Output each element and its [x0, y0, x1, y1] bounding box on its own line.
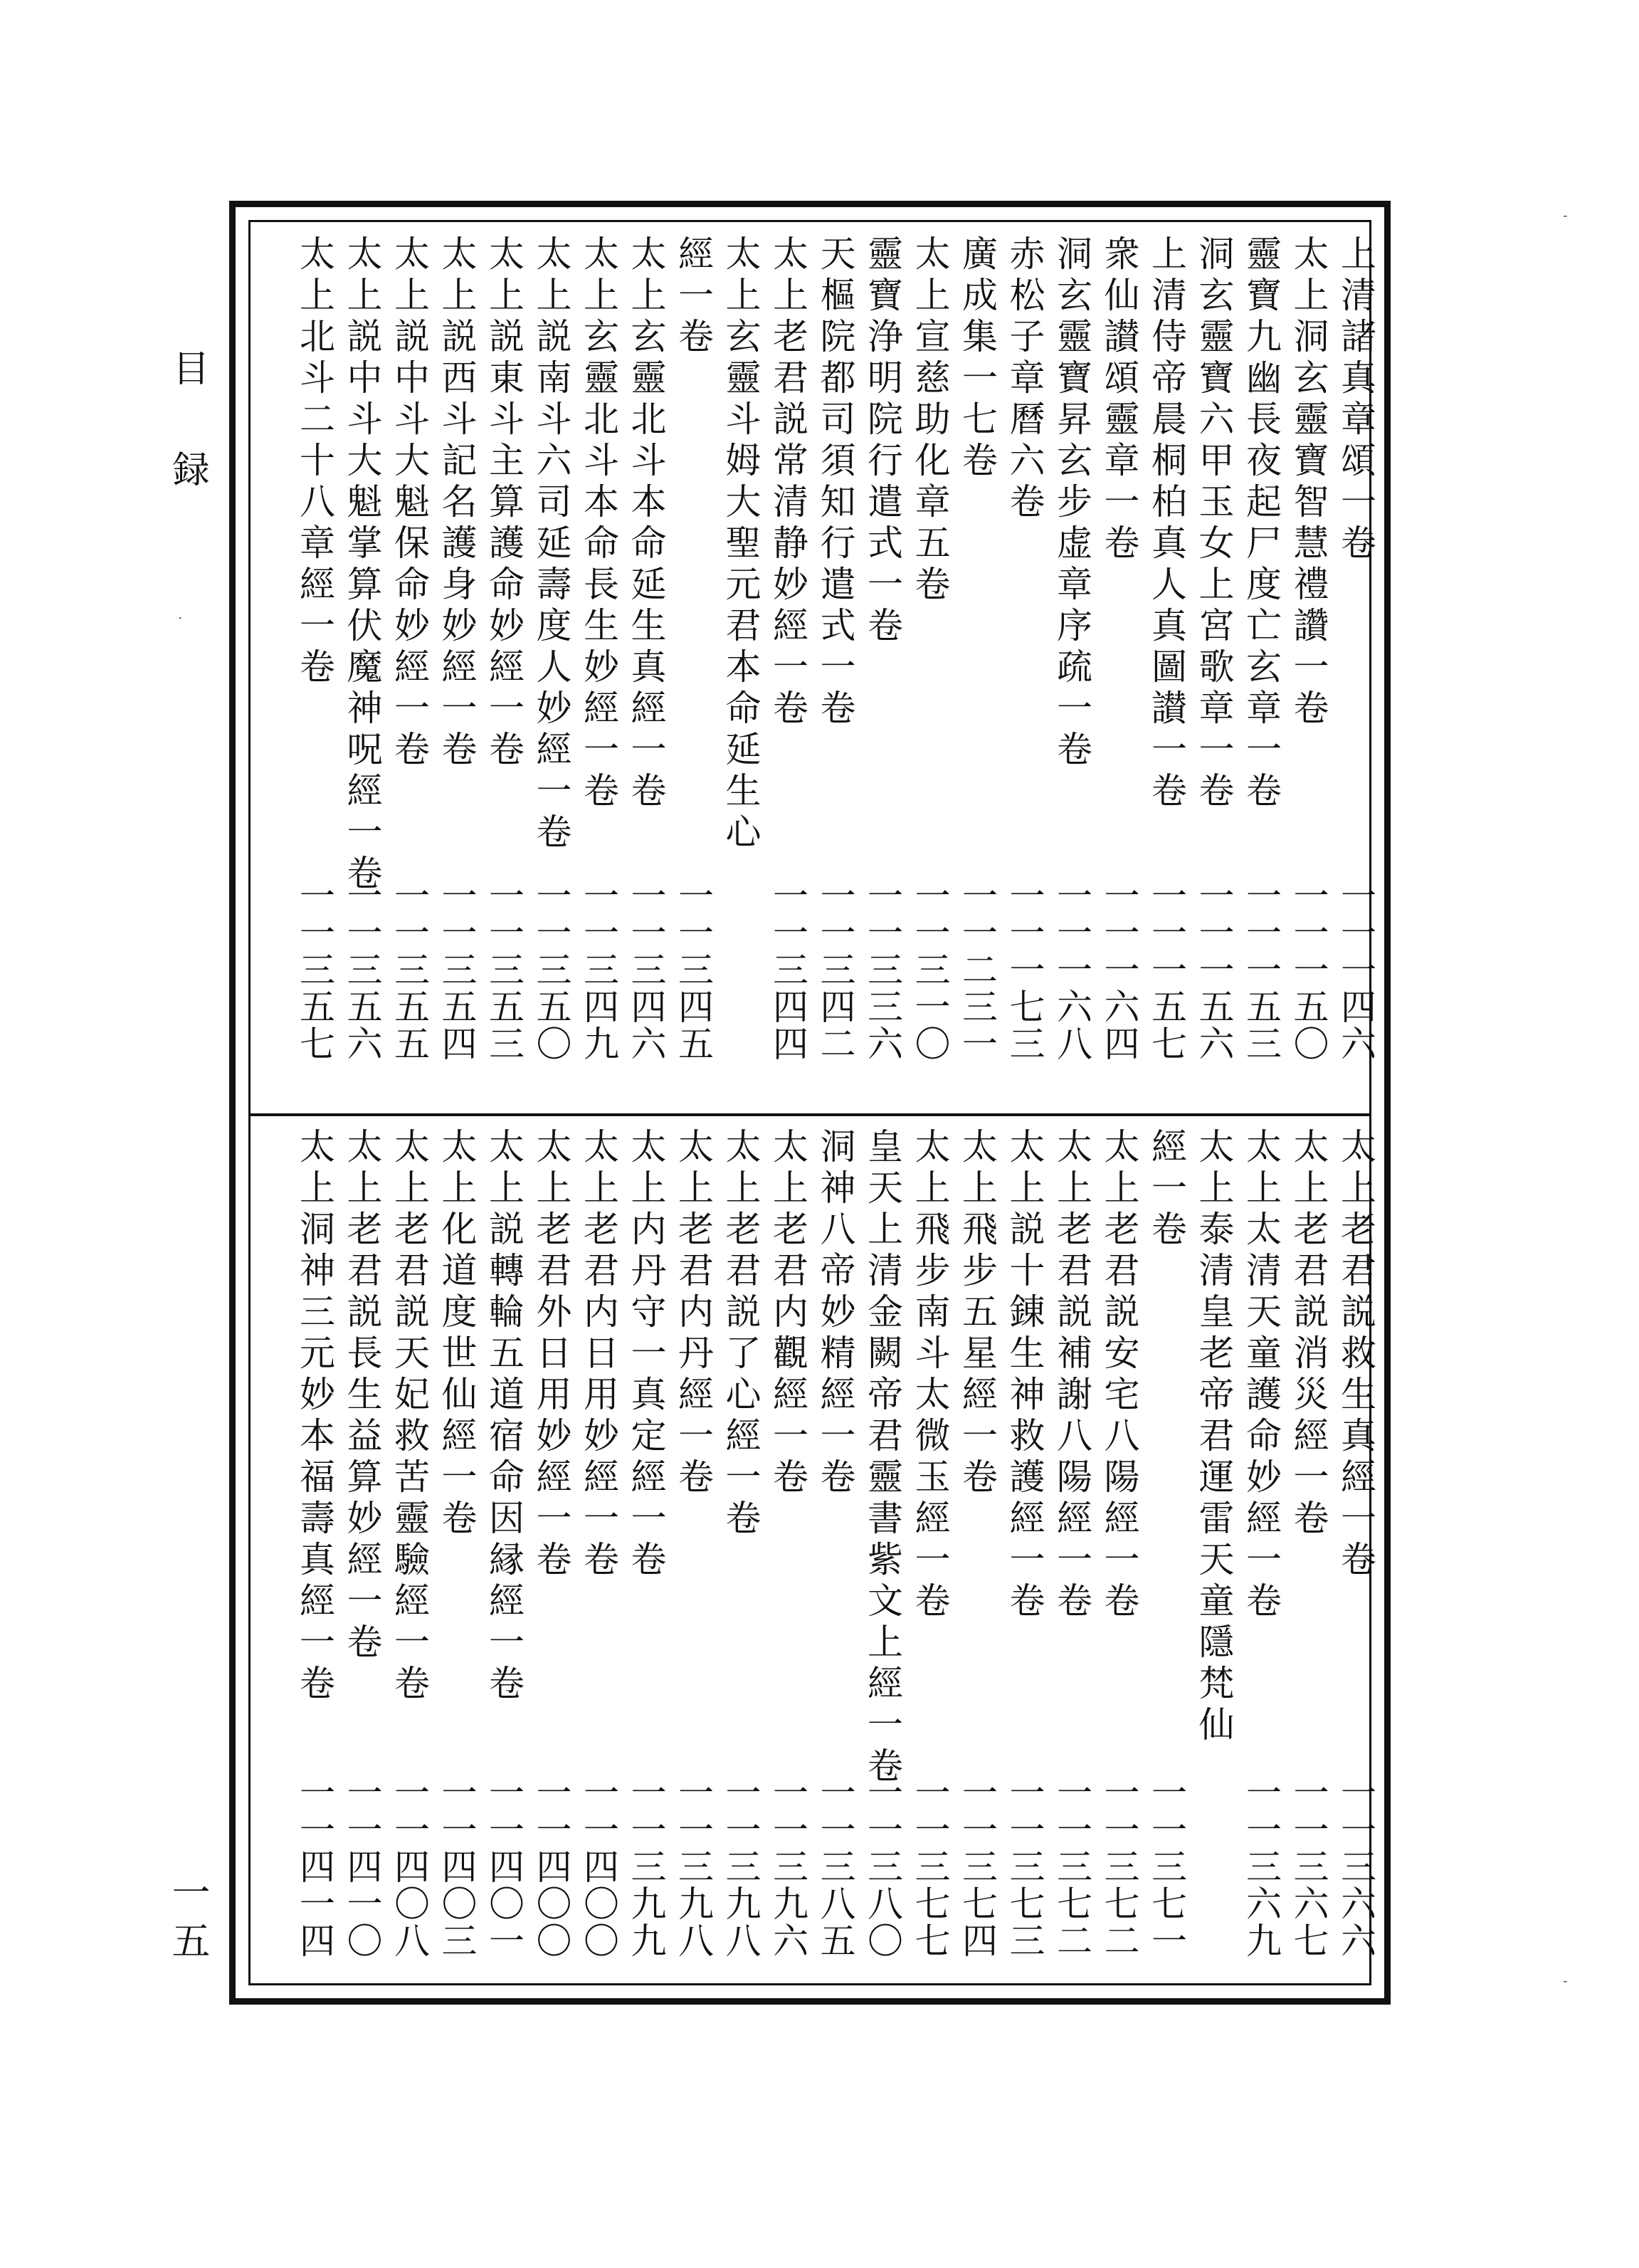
entry-page-number: 一一三七四	[956, 1774, 998, 1959]
entry-page-number: 一一三四四	[767, 877, 808, 1062]
entry-title: 洞玄靈寶六甲玉女上宮歌章一卷	[1193, 235, 1235, 813]
entry-page-number: 一一三七一	[1146, 1774, 1187, 1959]
entry-title: 太上飛步五星經一卷	[956, 1128, 998, 1499]
entry-title: 靈寶九幽長夜起尸度亡玄章一卷	[1240, 235, 1282, 813]
entry-title: 太上内丹守一真定經一卷	[625, 1128, 667, 1582]
entry-title: 太上北斗二十八章經一卷	[294, 235, 335, 689]
entry-page-number: 一一三五四	[436, 877, 478, 1062]
entry-page-number: 一一三九九	[625, 1774, 667, 1959]
entry-page-number: 一一三四二	[814, 877, 856, 1062]
entry-page-number: 一一三七二	[1098, 1774, 1140, 1959]
entry-title: 太上説南斗六司延壽度人妙經一卷	[530, 235, 572, 854]
entry-title: 衆仙讃頌靈章一卷	[1098, 235, 1140, 565]
scan-mark: ·	[178, 609, 183, 626]
entry-title: 太上太清天童護命妙經一卷	[1240, 1128, 1282, 1623]
entry-page-number: 一一三七二	[1051, 1774, 1092, 1959]
entry-title: 太上説西斗記名護身妙經一卷	[436, 235, 478, 772]
entry-title: 靈寶浄明院行遣式一卷	[862, 235, 903, 648]
entry-page-number: 一一三六六	[1335, 1774, 1376, 1959]
running-head: 目録	[166, 349, 209, 551]
folio: 一五	[166, 1872, 211, 1969]
entry-title: 太上玄靈北斗本命長生妙經一卷	[578, 235, 619, 813]
entry-title: 太上老君外日用妙經一卷	[530, 1128, 572, 1582]
entry-page-number: 一一三六七	[1287, 1774, 1329, 1959]
entry-page-number: 一一三四五	[673, 877, 714, 1062]
entry-page-number: 一一一五三	[1240, 877, 1282, 1062]
entry-page-number: 一一三六九	[1240, 1774, 1282, 1959]
entry-page-number: 一一四〇〇	[578, 1774, 619, 1959]
entry-title: 太上老君内日用妙經一卷	[578, 1128, 619, 1582]
entry-page-number: 一一三七七	[909, 1774, 951, 1959]
page-frame	[229, 201, 1391, 2005]
entry-title: 太上説東斗主算護命妙經一卷	[483, 235, 525, 772]
entry-page-number: 一一三九八	[720, 1774, 761, 1959]
inner-border	[248, 220, 1376, 1985]
entry-page-number: 一一三五五	[389, 877, 430, 1062]
entry-page-number: 一一一四六	[1335, 877, 1376, 1062]
entry-title: 太上老君説常清静妙經一卷	[767, 235, 808, 730]
entry-title: 洞神八帝妙精經一卷	[814, 1128, 856, 1499]
entry-title: 上清諸真章頌一卷	[1335, 235, 1376, 565]
entry-title: 太上老君説救生真經一卷	[1335, 1128, 1376, 1582]
entry-title: 太上老君説補謝八陽經一卷	[1051, 1128, 1092, 1623]
entry-title: 太上飛步南斗太微玉經一卷	[909, 1128, 951, 1623]
entry-title: 廣成集一七卷	[956, 235, 998, 483]
entry-title: 太上老君説消災經一卷	[1287, 1128, 1329, 1540]
entry-page-number: 一一四一〇	[341, 1774, 383, 1959]
entry-page-number: 一一三四九	[578, 877, 619, 1062]
entry-page-number: 一一一六八	[1051, 877, 1092, 1062]
entry-page-number: 一一三八〇	[862, 1774, 903, 1959]
entry-title: 太上宣慈助化章五卷	[909, 235, 951, 607]
entry-page-number: 一一三三六	[862, 877, 903, 1062]
entry-page-number: 一一四〇〇	[530, 1774, 572, 1959]
entry-page-number: 一一一五六	[1193, 877, 1235, 1062]
entry-title: 皇天上清金闕帝君靈書紫文上經一卷	[862, 1128, 903, 1788]
entry-title: 上清侍帝晨桐柏真人真圖讃一卷	[1146, 235, 1187, 813]
entry-page-number: 一一一七三	[1003, 877, 1045, 1062]
entry-title: 太上玄靈斗姆大聖元君本命延生心	[720, 235, 761, 854]
entry-title: 經一卷	[673, 235, 714, 359]
entry-title: 太上洞玄靈寶智慧禮讚一卷	[1287, 235, 1329, 730]
entry-title: 經一卷	[1146, 1128, 1187, 1251]
entry-title: 太上説轉輪五道宿命因縁經一卷	[483, 1128, 525, 1706]
entry-title: 太上泰清皇老帝君運雷天童隱梵仙	[1193, 1128, 1235, 1747]
entry-page-number: 一一三九八	[673, 1774, 714, 1959]
entry-title: 太上玄靈北斗本命延生真經一卷	[625, 235, 667, 813]
scan-mark: -	[1563, 206, 1568, 224]
entry-title: 太上老君内丹經一卷	[673, 1128, 714, 1499]
entry-title: 太上説十錬生神救護經一卷	[1003, 1128, 1045, 1623]
entry-page-number: 一一四一四	[294, 1774, 335, 1959]
entry-title: 太上老君説天妃救苦靈驗經一卷	[389, 1128, 430, 1706]
entry-page-number: 一一一五〇	[1287, 877, 1329, 1062]
entry-page-number: 一一三五三	[483, 877, 525, 1062]
entry-title: 天樞院都司須知行遣式一卷	[814, 235, 856, 730]
entry-page-number: 一一三一〇	[909, 877, 951, 1062]
entry-title: 太上説中斗大魁保命妙經一卷	[389, 235, 430, 772]
entry-title: 洞玄靈寶昇玄步虚章序疏一卷	[1051, 235, 1092, 772]
entry-page-number: 一一三五〇	[530, 877, 572, 1062]
entry-page-number: 一一三四六	[625, 877, 667, 1062]
scan-mark: -	[1563, 1972, 1568, 1989]
entry-page-number: 一一三八五	[814, 1774, 856, 1959]
entry-title: 太上洞神三元妙本福壽真經一卷	[294, 1128, 335, 1706]
entry-title: 太上老君説安宅八陽經一卷	[1098, 1128, 1140, 1623]
entry-page-number: 一一二三一	[956, 877, 998, 1062]
entry-title: 太上説中斗大魁掌算伏魔神呪經一卷	[341, 235, 383, 896]
entry-title: 赤松子章曆六卷	[1003, 235, 1045, 524]
entry-page-number: 一一三五六	[341, 877, 383, 1062]
entry-title: 太上老君内觀經一卷	[767, 1128, 808, 1499]
entry-page-number: 一一三五七	[294, 877, 335, 1062]
entry-page-number: 一一四〇三	[436, 1774, 478, 1959]
entry-page-number: 一一四〇一	[483, 1774, 525, 1959]
section-divider	[251, 1113, 1369, 1116]
entry-page-number: 一一三七三	[1003, 1774, 1045, 1959]
entry-page-number: 一一四〇八	[389, 1774, 430, 1959]
entry-title: 太上化道度世仙經一卷	[436, 1128, 478, 1540]
entry-page-number: 一一一六四	[1098, 877, 1140, 1062]
entry-title: 太上老君説了心經一卷	[720, 1128, 761, 1540]
entry-page-number: 一一一五七	[1146, 877, 1187, 1062]
entry-title: 太上老君説長生益算妙經一卷	[341, 1128, 383, 1664]
entry-page-number: 一一三九六	[767, 1774, 808, 1959]
